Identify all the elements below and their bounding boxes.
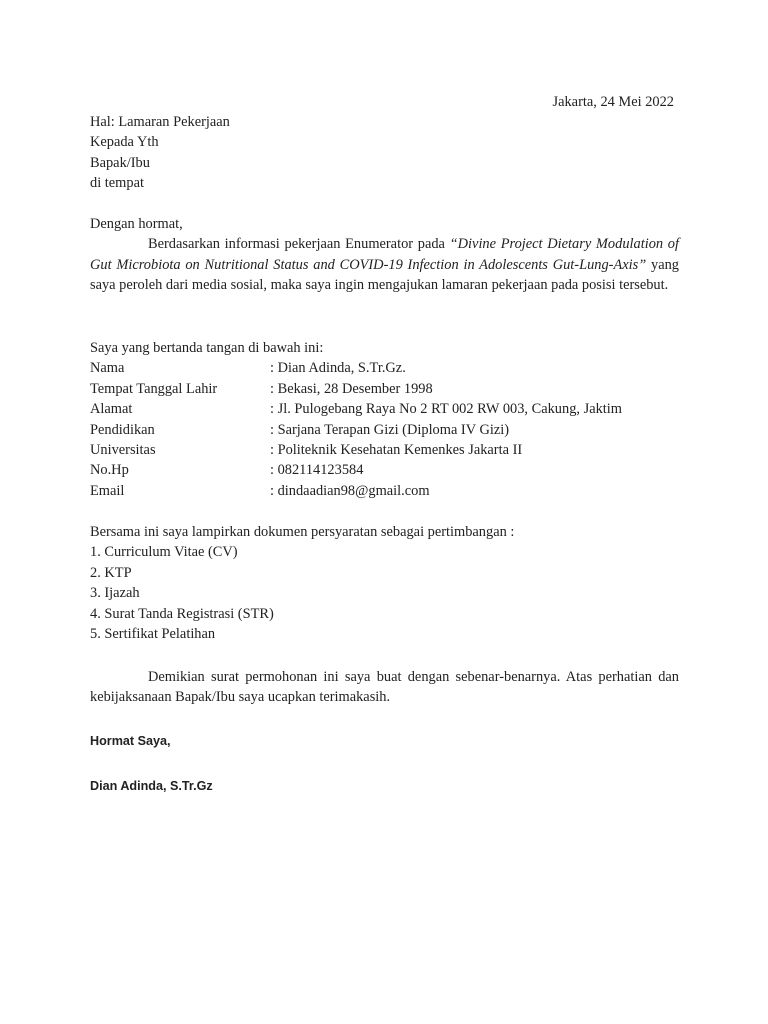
identity-label: Email	[90, 482, 125, 499]
identity-row	[90, 460, 690, 480]
greeting: Dengan hormat,	[90, 216, 183, 232]
identity-value: : Politeknik Kesehatan Kemenkes Jakarta II	[270, 441, 523, 458]
identity-row	[90, 379, 690, 399]
identity-value: : Jl. Pulogebang Raya No 2 RT 002 RW 003, Cakung, Jaktim	[270, 401, 622, 418]
intro-paragraph	[90, 234, 679, 295]
identity-label: Universitas	[90, 441, 156, 458]
list-item: 4. Surat Tanda Registrasi (STR)	[90, 605, 274, 622]
letter-subject: Hal: Lamaran Pekerjaan	[90, 114, 230, 130]
recipient-line-1: Kepada Yth	[90, 134, 159, 151]
intro-text-after: yang saya peroleh dari media sosial, maka saya ingin mengajukan lamaran pekerjaan pada posisi tersebut.	[90, 256, 679, 294]
project-title: “Divine Project Dietary Modulation of Gut Microbiota on Nutritional Status and COVID-19 Infection in Adolescents Gut-Lung-Axis”	[90, 236, 679, 273]
attachments-intro: Bersama ini saya lampirkan dokumen persyaratan sebagai pertimbangan :	[90, 524, 515, 540]
intro-text-before: Berdasarkan informasi pekerjaan Enumerator pada	[148, 236, 450, 253]
identity-label: Pendidikan	[90, 421, 155, 438]
identity-label: No.Hp	[90, 462, 129, 479]
list-item: 1. Curriculum Vitae (CV)	[90, 544, 238, 561]
opening-section	[90, 214, 679, 296]
letter-header	[90, 112, 230, 194]
identity-value: : Bekasi, 28 Desember 1998	[270, 380, 433, 397]
identity-label: Tempat Tanggal Lahir	[90, 380, 218, 397]
identity-row	[90, 440, 690, 460]
identity-value: : Sarjana Terapan Gizi (Diploma IV Gizi)	[270, 421, 510, 438]
identity-value: : dindaadian98@gmail.com	[270, 482, 430, 499]
list-item: 2. KTP	[90, 564, 132, 581]
recipient-line-2: Bapak/Ibu	[90, 154, 150, 171]
identity-value: : 082114123584	[270, 462, 364, 479]
list-item: 5. Sertifikat Pelatihan	[90, 626, 216, 643]
signature-name: Dian Adinda, S.Tr.Gz	[90, 779, 213, 793]
identity-label: Alamat	[90, 401, 133, 418]
identity-row	[90, 420, 690, 440]
list-item: 3. Ijazah	[90, 585, 140, 602]
identity-label: Nama	[90, 360, 125, 377]
closing-paragraph: Demikian surat permohonan ini saya buat dengan sebenar-benarnya. Atas perhatian dan kebijaksanaan Bapak/Ibu saya ucapkan terimakasih.	[90, 669, 679, 706]
identity-intro: Saya yang bertanda tangan di bawah ini:	[90, 340, 324, 356]
identity-row	[90, 358, 690, 378]
regards: Hormat Saya,	[90, 734, 171, 748]
attachments-section	[90, 522, 514, 644]
recipient-line-3: di tempat	[90, 175, 144, 192]
letter-date: Jakarta, 24 Mei 2022	[552, 94, 674, 110]
identity-row	[90, 481, 690, 501]
identity-row	[90, 399, 690, 419]
identity-section	[90, 338, 690, 501]
closing-section	[90, 667, 679, 708]
identity-value: : Dian Adinda, S.Tr.Gz.	[270, 360, 406, 377]
